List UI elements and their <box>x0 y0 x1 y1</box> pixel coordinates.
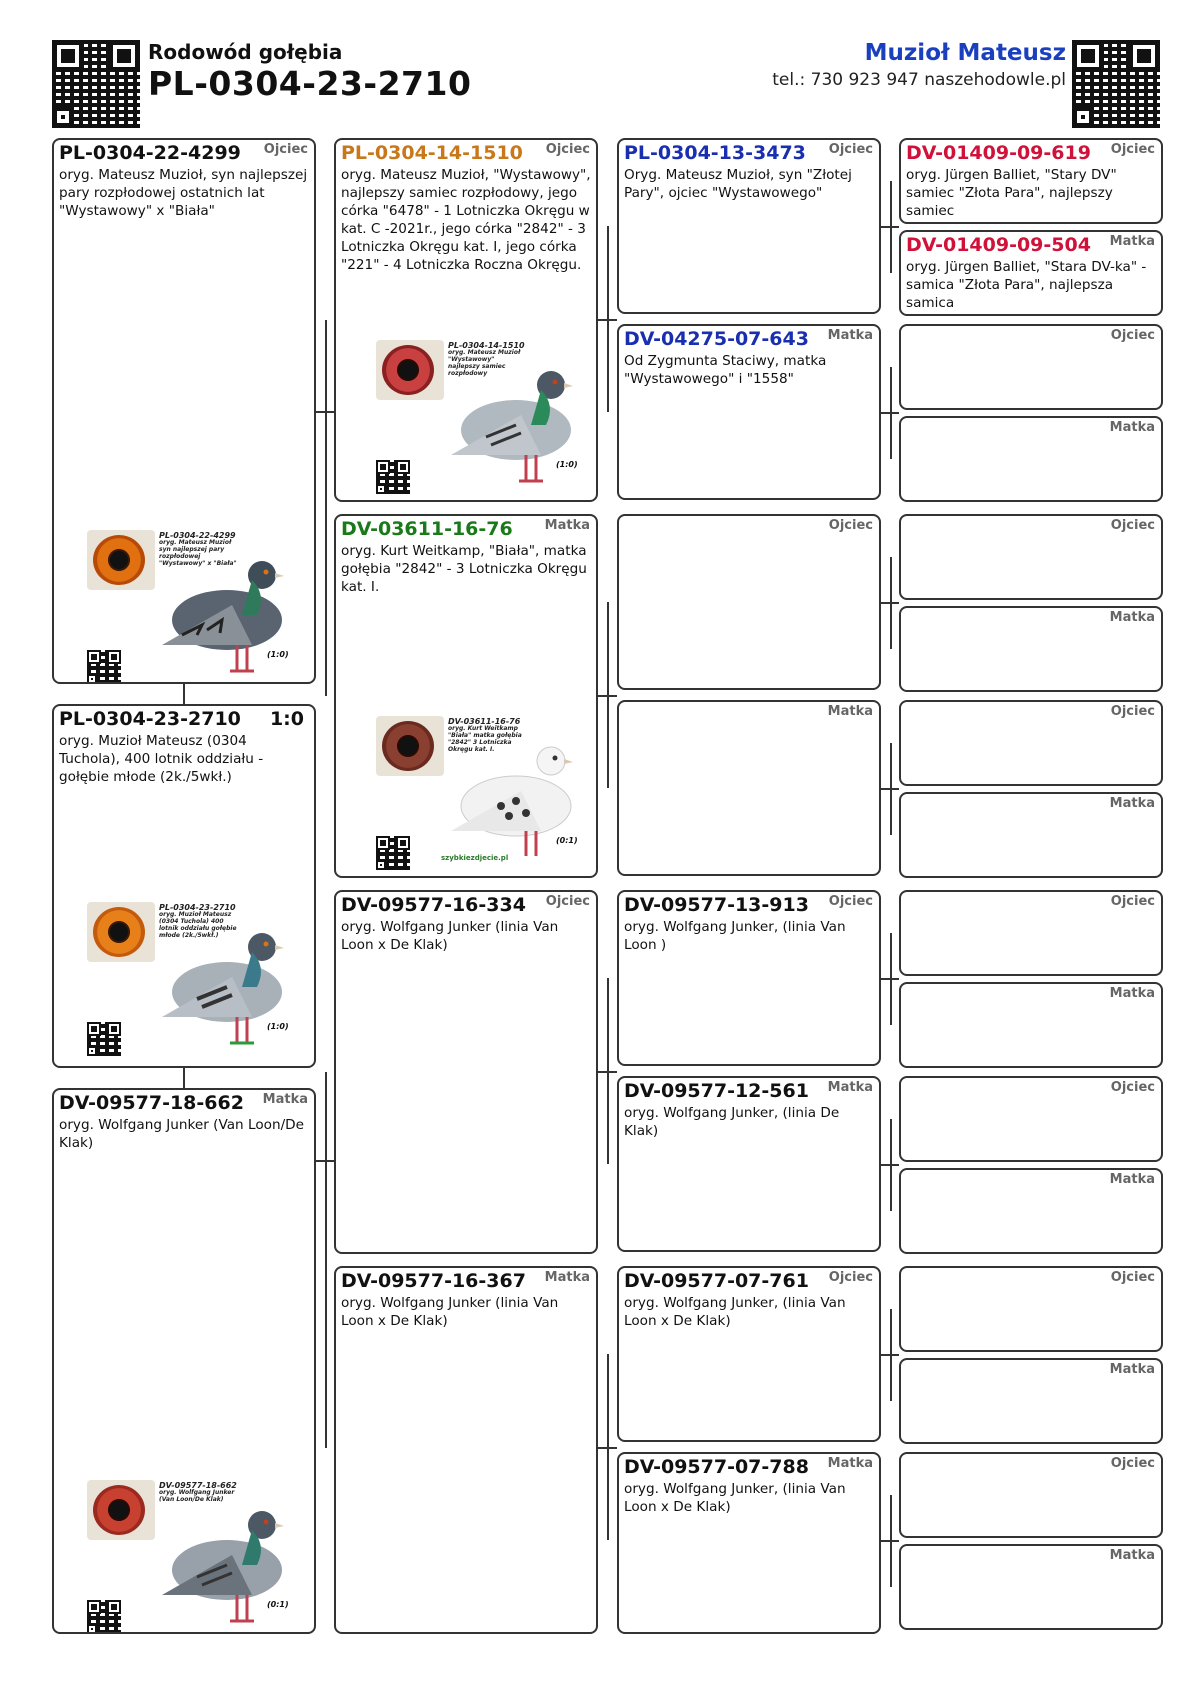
photo-caption: PL-0304-22-4299 oryg. Mateusz Muzioł syn najlepszej pary rozpłodowej "Wystawowy" x "Biała" <box>159 531 237 567</box>
paternal-grandfather-card[interactable] <box>334 138 598 502</box>
grandparent-description: oryg. Wolfgang Junker (linia Van Loon x De Klak) <box>341 1295 559 1329</box>
great-grandparent-card[interactable] <box>617 700 881 876</box>
great-great-grandparent-role: Ojciec <box>1110 142 1155 157</box>
great-great-grandparent-card[interactable] <box>899 1266 1163 1352</box>
maternal-grandfather-card[interactable] <box>334 890 598 1254</box>
connector-line <box>607 978 609 1164</box>
photo-ratio: (0:1) <box>267 1600 289 1609</box>
connector-line <box>325 320 327 696</box>
great-great-grandparent-role: Matka <box>1109 1172 1155 1187</box>
great-great-grandparent-role: Ojciec <box>1110 1456 1155 1471</box>
great-great-grandparent-role: Ojciec <box>1110 704 1155 719</box>
photo-caption: DV-03611-16-76 oryg. Kurt Weitkamp "Biała" matka gołębia "2842" 3 Lotniczka Okręgu kat. I. <box>448 717 522 753</box>
grandparent-photo <box>376 716 576 866</box>
great-great-grandparent-card[interactable] <box>899 1452 1163 1538</box>
photo-qr-code <box>376 460 410 494</box>
pigeon-image <box>142 535 292 684</box>
great-great-grandparent-ring: DV-01409-09-619 <box>906 142 1091 164</box>
great-grandparent-role: Ojciec <box>828 142 873 157</box>
great-great-grandparent-card[interactable] <box>899 1076 1163 1162</box>
grandparent-ring: PL-0304-14-1510 <box>341 142 523 164</box>
grandparent-description: oryg. Mateusz Muzioł, "Wystawowy", najlepszy samiec rozpłodowy, jego córka "6478" - 1 Lotniczka Okręgu w kat. C -2021r., jego córka "2842" - 3 Lotniczka Okręgu kat. I, jego córka "221" - 4 Lotniczka Roczna Okręgu. <box>341 167 591 273</box>
great-grandparent-ring: DV-04275-07-643 <box>624 328 809 350</box>
connector-line <box>890 1495 892 1587</box>
photo-caption: PL-0304-14-1510 oryg. Mateusz Muzioł "Wystawowy" najlepszy samiec rozpłodowy <box>448 341 525 377</box>
great-grandparent-role: Matka <box>827 1080 873 1095</box>
great-great-grandparent-description: oryg. Jürgen Balliet, "Stary DV" samiec "Złota Para", najlepszy samiec <box>906 167 1117 219</box>
great-grandparent-role: Matka <box>827 328 873 343</box>
connector-line <box>890 367 892 459</box>
great-grandparent-card[interactable] <box>617 514 881 690</box>
great-great-grandparent-role: Ojciec <box>1110 1270 1155 1285</box>
grandparent-role: Matka <box>544 1270 590 1285</box>
grandparent-description: oryg. Wolfgang Junker (linia Van Loon x De Klak) <box>341 919 559 953</box>
great-great-grandparent-role: Matka <box>1109 610 1155 625</box>
grandparent-ring: DV-09577-16-367 <box>341 1270 526 1292</box>
header-qr-code-right <box>1072 40 1160 128</box>
great-great-grandparent-role: Matka <box>1109 420 1155 435</box>
pigeon-image <box>142 907 292 1057</box>
great-great-grandparent-card[interactable] <box>899 138 1163 224</box>
father-card[interactable] <box>52 138 316 684</box>
connector-line <box>890 1119 892 1211</box>
connector-line <box>607 1354 609 1540</box>
main-ring-number: PL-0304-23-2710 <box>148 64 472 103</box>
great-grandparent-role: Matka <box>827 1456 873 1471</box>
photo-ratio: (1:0) <box>267 650 289 659</box>
grandparent-photo <box>376 340 576 490</box>
great-grandparent-role: Matka <box>827 704 873 719</box>
pigeon-image <box>431 721 581 871</box>
photo-qr-code <box>87 650 121 684</box>
great-great-grandparent-role: Ojciec <box>1110 328 1155 343</box>
connector-line <box>183 684 185 704</box>
great-great-grandparent-role: Matka <box>1109 1548 1155 1563</box>
grandparent-role: Ojciec <box>545 894 590 909</box>
great-grandparent-ring: PL-0304-13-3473 <box>624 142 806 164</box>
photo-caption: DV-09577-18-662 oryg. Wolfgang Junker (Van Loon/De Klak) <box>159 1481 237 1503</box>
great-great-grandparent-description: oryg. Jürgen Balliet, "Stara DV-ka" - samica "Złota Para", najlepsza samica <box>906 259 1147 311</box>
great-grandparent-role: Ojciec <box>828 518 873 533</box>
great-great-grandparent-card[interactable] <box>899 230 1163 316</box>
document-title: Rodowód gołębia <box>148 40 343 64</box>
father-role: Ojciec <box>263 142 308 157</box>
mother-card[interactable] <box>52 1088 316 1634</box>
connector-line <box>890 933 892 1025</box>
grandparent-ring: DV-09577-16-334 <box>341 894 526 916</box>
mother-description: oryg. Wolfgang Junker (Van Loon/De Klak) <box>59 1117 304 1151</box>
photo-ratio: (1:0) <box>556 460 578 469</box>
great-great-grandparent-card[interactable] <box>899 982 1163 1068</box>
great-grandparent-description: Oryg. Mateusz Muzioł, syn "Złotej Pary", ojciec "Wystawowego" <box>624 167 852 201</box>
great-grandparent-description: Od Zygmunta Staciwy, matka "Wystawowego" i "1558" <box>624 353 827 387</box>
great-grandparent-role: Ojciec <box>828 1270 873 1285</box>
subject-ring: PL-0304-23-2710 <box>59 708 241 730</box>
father-ring: PL-0304-22-4299 <box>59 142 241 164</box>
subject-photo <box>87 902 287 1052</box>
grandparent-description: oryg. Kurt Weitkamp, "Biała", matka gołębia "2842" - 3 Lotniczka Okręgu kat. I. <box>341 543 587 595</box>
pigeon-image <box>142 1485 292 1634</box>
great-great-grandparent-card[interactable] <box>899 324 1163 410</box>
great-grandparent-card[interactable] <box>617 890 881 1066</box>
photo-ratio: (0:1) <box>556 836 578 845</box>
mother-photo <box>87 1480 287 1630</box>
great-great-grandparent-card[interactable] <box>899 416 1163 502</box>
great-grandparent-ring: DV-09577-07-761 <box>624 1270 809 1292</box>
great-grandparent-card[interactable] <box>617 1266 881 1442</box>
connector-line <box>890 557 892 649</box>
connector-line <box>890 743 892 835</box>
pigeon-image <box>431 345 581 495</box>
great-great-grandparent-card[interactable] <box>899 1544 1163 1630</box>
photo-qr-code <box>376 836 410 870</box>
great-great-grandparent-card[interactable] <box>899 890 1163 976</box>
great-great-grandparent-role: Matka <box>1109 1362 1155 1377</box>
paternal-grandmother-card[interactable] <box>334 514 598 878</box>
connector-line <box>890 1309 892 1401</box>
great-grandparent-card[interactable] <box>617 138 881 314</box>
great-great-grandparent-role: Matka <box>1109 986 1155 1001</box>
great-grandparent-description: oryg. Wolfgang Junker, (linia Van Loon ) <box>624 919 846 953</box>
great-grandparent-ring: DV-09577-12-561 <box>624 1080 809 1102</box>
great-grandparent-ring: DV-09577-07-788 <box>624 1456 809 1478</box>
connector-line <box>316 411 325 413</box>
great-great-grandparent-role: Ojciec <box>1110 518 1155 533</box>
great-great-grandparent-card[interactable] <box>899 514 1163 600</box>
grandparent-ring: DV-03611-16-76 <box>341 518 513 540</box>
connector-line <box>607 226 609 412</box>
photo-brand: szybkiezdjecie.pl <box>441 854 509 862</box>
photo-qr-code <box>87 1022 121 1056</box>
mother-ring: DV-09577-18-662 <box>59 1092 244 1114</box>
great-grandparent-description: oryg. Wolfgang Junker, (linia De Klak) <box>624 1105 840 1139</box>
grandparent-role: Ojciec <box>545 142 590 157</box>
owner-contact: tel.: 730 923 947 naszehodowle.pl <box>772 70 1066 90</box>
mother-role: Matka <box>262 1092 308 1107</box>
great-grandparent-card[interactable] <box>617 1452 881 1634</box>
subject-card[interactable] <box>52 704 316 1068</box>
owner-name: Muzioł Mateusz <box>864 40 1066 66</box>
father-photo <box>87 530 287 680</box>
father-description: oryg. Mateusz Muzioł, syn najlepszej pary rozpłodowej ostatnich lat "Wystawowy" x "Biała" <box>59 167 308 219</box>
great-great-grandparent-ring: DV-01409-09-504 <box>906 234 1091 256</box>
great-great-grandparent-role: Ojciec <box>1110 1080 1155 1095</box>
header-qr-code-left <box>52 40 140 128</box>
great-great-grandparent-role: Ojciec <box>1110 894 1155 909</box>
great-grandparent-role: Ojciec <box>828 894 873 909</box>
subject-description: oryg. Muzioł Mateusz (0304 Tuchola), 400 lotnik oddziału - gołębie młode (2k./5wkł.) <box>59 733 264 785</box>
great-great-grandparent-card[interactable] <box>899 792 1163 878</box>
great-grandparent-ring: DV-09577-13-913 <box>624 894 809 916</box>
great-great-grandparent-card[interactable] <box>899 606 1163 692</box>
grandparent-role: Matka <box>544 518 590 533</box>
connector-line <box>607 602 609 788</box>
great-great-grandparent-card[interactable] <box>899 700 1163 786</box>
great-grandparent-card[interactable] <box>617 1076 881 1252</box>
great-grandparent-card[interactable] <box>617 324 881 500</box>
connector-line <box>183 1068 185 1088</box>
connector-line <box>325 1072 327 1448</box>
subject-ratio: 1:0 <box>269 708 304 730</box>
great-great-grandparent-role: Matka <box>1109 796 1155 811</box>
photo-caption: PL-0304-23-2710 oryg. Muzioł Mateusz (0304 Tuchola) 400 lotnik oddziału gołębie młode (2k./5wkł.) <box>159 903 237 939</box>
great-great-grandparent-role: Matka <box>1109 234 1155 249</box>
maternal-grandmother-card[interactable] <box>334 1266 598 1634</box>
great-great-grandparent-card[interactable] <box>899 1168 1163 1254</box>
great-great-grandparent-card[interactable] <box>899 1358 1163 1444</box>
great-grandparent-description: oryg. Wolfgang Junker, (linia Van Loon x De Klak) <box>624 1295 846 1329</box>
great-grandparent-description: oryg. Wolfgang Junker, (linia Van Loon x De Klak) <box>624 1481 846 1515</box>
connector-line <box>890 181 892 273</box>
photo-qr-code <box>87 1600 121 1634</box>
photo-ratio: (1:0) <box>267 1022 289 1031</box>
